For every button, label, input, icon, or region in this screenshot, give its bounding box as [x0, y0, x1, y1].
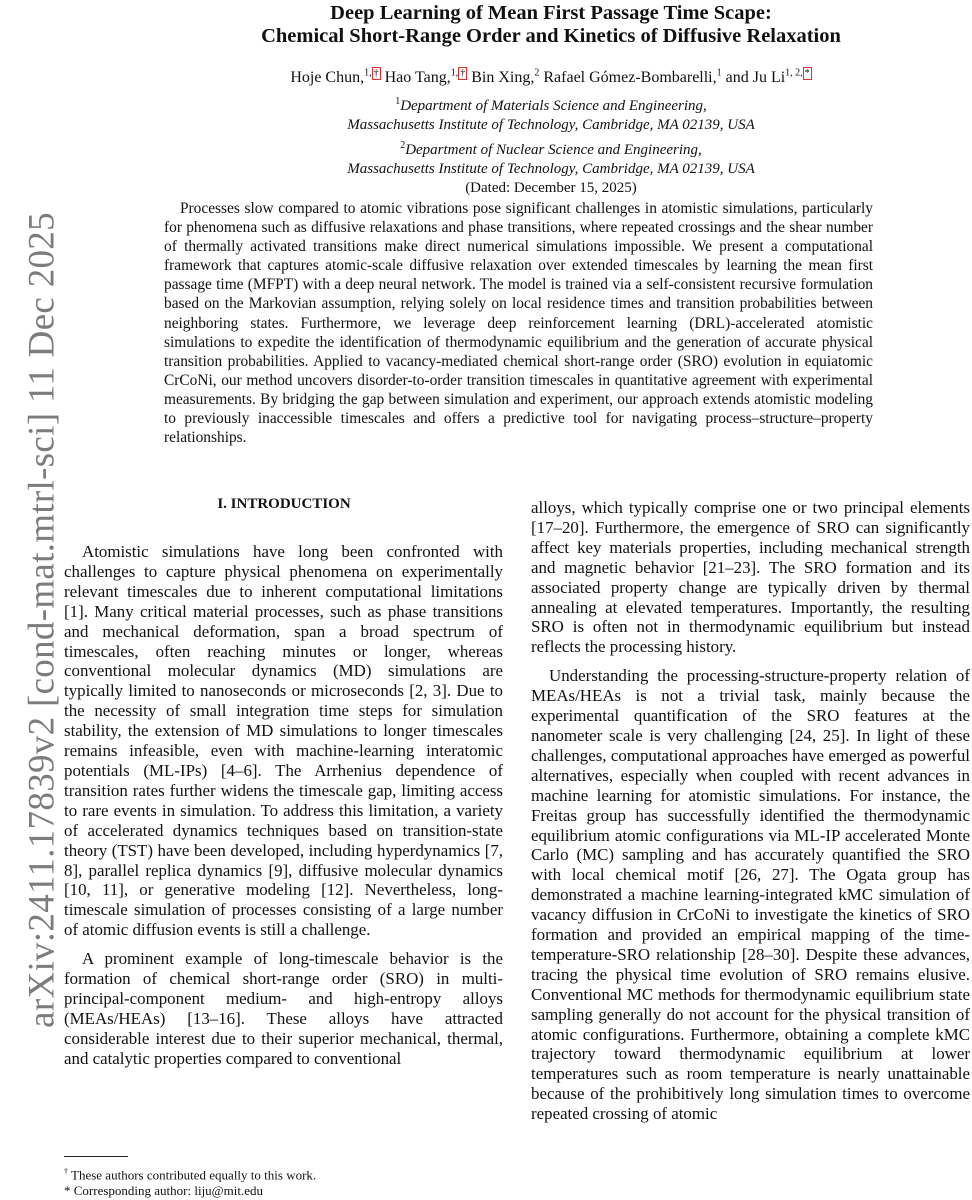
affiliation-2-line-2: Massachusetts Institute of Technology, Cambridge, MA 02139, USA: [347, 160, 755, 177]
affiliations: [130, 92, 972, 198]
author-note-link[interactable]: †: [460, 67, 466, 79]
footnotes: [64, 1164, 504, 1199]
abstract: Processes slow compared to atomic vibrations pose significant challenges in atomistic simulations, particularly for phenomena such as diffusive relaxations and phase transitions, where repeated crossings and the shear number of thermally activated transitions make direct numerical simulations impossible. We present a computational framework that captures atomic-scale diffusive relaxation over extended timescales by learning the mean first passage time (MFPT) with a deep neural network. The model is trained via a self-consistent recursive formulation based on the Markovian assumption, relying solely on local residence times and transition probabilities between neighboring states. Furthermore, we leverage deep reinforcement learning (DRL)-accelerated atomistic simulations to expedite the identification of thermodynamic equilibrium and the generation of accurate physical transition probabilities. Applied to vacancy-mediated chemical short-range order (SRO) evolution in equiatomic CrCoNi, our method uncovers disorder-to-order transition timescales in quantitative agreement with experimental measurements. By bridging the gap between simulation and experiment, our approach extends atomistic modeling to previously inaccessible timescales and offers a predictive tool for navigating process–structure–property relationships.: [164, 200, 873, 447]
affiliation-1-line-1: $^1$Department of Materials Science and Engineering,: [395, 96, 707, 114]
footnote: * Corresponding author: liju@mit.edu: [64, 1183, 264, 1199]
arxiv-identifier: arXiv:2411.17839v2 [cond-mat.mtrl-sci] 11 Dec 2025: [21, 212, 63, 1028]
author: Rafael Gómez-Bombarelli,$^1$: [543, 67, 722, 86]
paragraph: Understanding the processing-structure-property relation of MEAs/HEAs is not a trivial task, mainly because the experimental quantification of the SRO features at the nanometer scale is very challenging [24, 25]. In light of these challenges, computational approaches have emerged as powerful alternatives, especially when coupled with recent advances in machine learning for atomistic simulations. For instance, the Freitas group has successfully identified the thermodynamic equilibrium atomic configurations via ML-IP accelerated Monte Carlo (MC) sampling and has accurately quantified the SRO with local chemical motif [26, 27]. The Ogata group has demonstrated a machine learning-integrated kMC simulation of vacancy diffusion in CrCoNi to investigate the kinetics of SRO formation and provided an empirical mapping of the time-temperature-SRO relationship [28–30]. Despite these advances, tracing the physical time evolution of SRO remains elusive. Conventional MC methods for thermodynamic equilibrium state sampling generally do not account for the physical transition of atomic configurations. Furthermore, obtaining a complete kMC trajectory toward thermodynamic equilibrium at lower temperatures such as room temperature is nearly unattainable because of the prohibitively long simulation times to overcome repeated crossing of atomic: [531, 666, 970, 1124]
author: Hao Tang,$^{1,}$ †: [384, 67, 466, 86]
author: Hoje Chun,$^{1,}$ †: [290, 67, 379, 86]
footnote-rule: [64, 1156, 128, 1157]
paragraph: alloys, which typically comprise one or two principal elements [17–20]. Furthermore, the emergence of SRO can significantly affect key materials properties, including mechanical strength and magnetic behavior [21–23]. The SRO formation and its associated property change are typically driven by thermal annealing at elevated temperatures. Importantly, the resulting SRO is often not in thermodynamic equilibrium but instead reflects the processing history.: [531, 498, 970, 657]
paragraph: Atomistic simulations have long been confronted with challenges to capture physical phenomena on experimentally relevant timescales due to inherent computational limitations [1]. Many critical material processes, such as phase transitions and mechanical deformation, span a broad spectrum of timescales, often reaching minutes or longer, whereas conventional molecular dynamics (MD) simulations are typically limited to nanoseconds or microseconds [2, 3]. Due to the necessity of small integration time steps for simulation stability, the extension of MD simulations to longer timescales remains infeasible, even with machine-learning interatomic potentials (ML-IPs) [4–6]. The Arrhenius dependence of transition rates further widens the timescale gap, limiting access to rare events in simulation. To address this limitation, a variety of accelerated dynamics techniques based on transition-state theory (TST) have been developed, including hyperdynamics [7, 8], parallel replica dynamics [9], diffusive molecular dynamics [10, 11], or generative modeling [12]. Nevertheless, long-timescale simulation of processes consisting of a large number of atomic diffusion events is still a challenge.: [64, 542, 503, 940]
right-column: [531, 498, 970, 1124]
author-note-link[interactable]: †: [373, 67, 379, 79]
author-note-link[interactable]: *: [804, 67, 810, 79]
affiliation-1-line-2: Massachusetts Institute of Technology, Cambridge, MA 02139, USA: [347, 117, 755, 134]
affiliation-2-line-1: $^2$Department of Nuclear Science and Engineering,: [400, 139, 702, 158]
title-line-2: Chemical Short-Range Order and Kinetics of Diffusive Relaxation: [261, 25, 841, 47]
author-list: [130, 68, 972, 88]
paragraph: A prominent example of long-timescale behavior is the formation of chemical short-range order (SRO) in multi-principal-component medium- and high-entropy alloys (MEAs/HEAs) [13–16]. These alloys have attracted considerable interest due to their superior mechanical, thermal, and catalytic properties compared to conventional: [64, 949, 503, 1068]
author: Bin Xing,$^2$: [471, 67, 540, 86]
left-column: [64, 542, 503, 1069]
dated: (Dated: December 15, 2025): [465, 180, 637, 197]
section-heading: I. INTRODUCTION: [217, 496, 351, 512]
author: and Ju $Li^{1, 2,}$ *: [725, 67, 810, 86]
title-line-1: Deep Learning of Mean First Passage Time Scape:: [330, 2, 772, 24]
paper-title: [130, 2, 972, 48]
footnote: † These authors contributed equally to this work.: [64, 1167, 317, 1183]
